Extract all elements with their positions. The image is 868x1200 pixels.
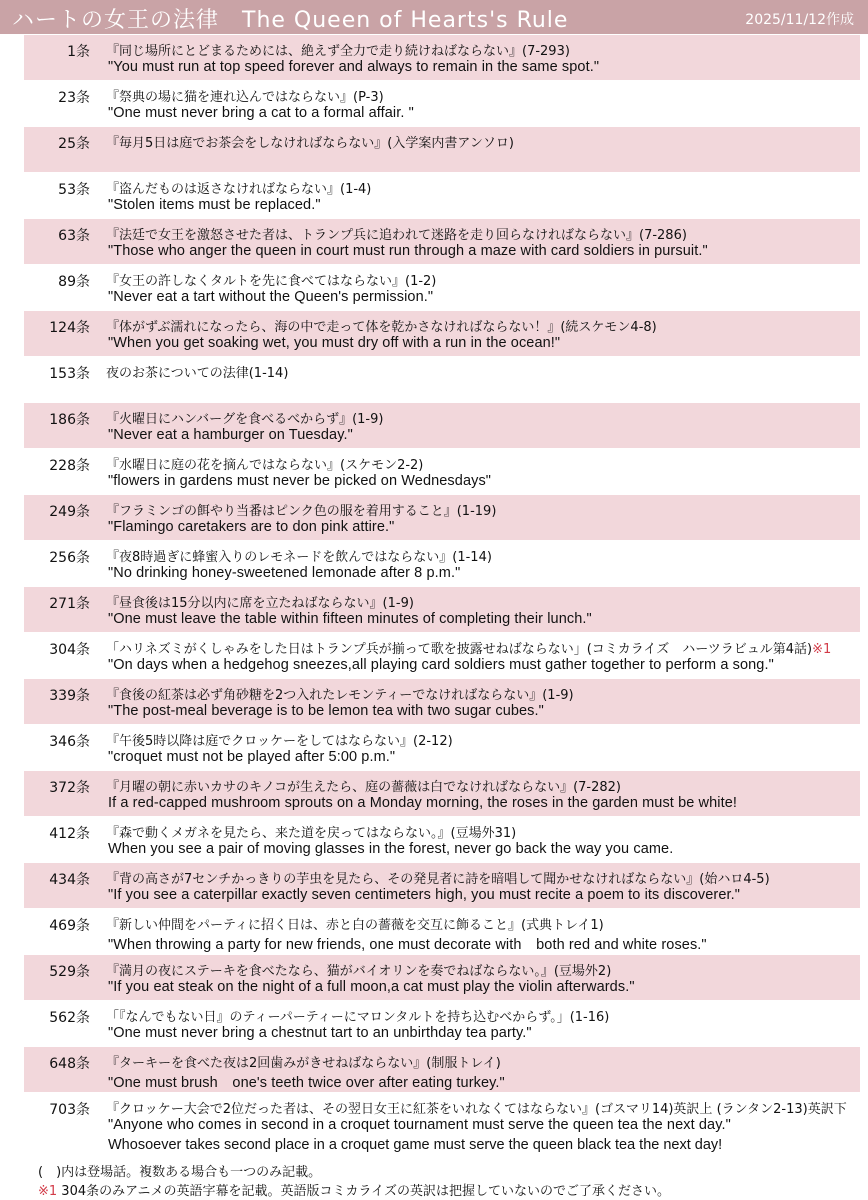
rule-japanese: 『森で動くメガネを見たら、来た道を戻ってはならない。』(豆場外31)	[106, 826, 517, 841]
rule-row	[24, 264, 860, 310]
rule-number: 304条	[49, 642, 90, 658]
rule-number: 271条	[49, 596, 90, 612]
header-bar	[0, 0, 868, 34]
rule-japanese: 『午後5時以降は庭でクロッケーをしてはならない』(2-12)	[106, 734, 453, 749]
rule-english: "croquet must not be played after 5:00 p.m."	[108, 749, 396, 765]
rule-number: 703条	[49, 1102, 90, 1118]
rule-english: "No drinking honey-sweetened lemonade after 8 p.m."	[108, 565, 461, 581]
rule-row	[24, 218, 860, 264]
rule-english: "Never eat a hamburger on Tuesday."	[108, 427, 353, 443]
rule-number: 186条	[49, 412, 90, 428]
rule-english: "Flamingo caretakers are to don pink attire."	[108, 519, 395, 535]
rule-number: 153条	[49, 366, 90, 382]
rule-number: 412条	[49, 826, 90, 842]
rule-japanese: 「『なんでもない日』のティーパーティーにマロンタルトを持ち込むべからず。」(1-16)	[106, 1010, 610, 1025]
rule-row	[24, 310, 860, 356]
rule-english: When you see a pair of moving glasses in the forest, never go back the way you came.	[108, 841, 674, 857]
footnote-marker: ※1	[38, 1184, 58, 1199]
rule-number: 89条	[58, 274, 90, 290]
rule-japanese-text: 「ハリネズミがくしゃみをした日はトランプ兵が揃って歌を披露せねばならない」(コミカライズ ハーツラビュル第4話)	[106, 642, 813, 657]
rule-japanese: 『月曜の朝に赤いカサのキノコが生えたら、庭の薔薇は白でなければならない』(7-282)	[106, 780, 622, 795]
rule-number: 63条	[58, 228, 90, 244]
rule-row	[24, 632, 860, 678]
footnote-text: 304条のみアニメの英語字幕を記載。英語版コミカライズの英訳は把握していないのでご了承ください。	[57, 1184, 670, 1199]
rule-number: 249条	[49, 504, 90, 520]
rule-english: "Those who anger the queen in court must run through a maze with card soldiers in pursuit."	[108, 243, 708, 259]
rule-number: 339条	[49, 688, 90, 704]
rule-english-alt: Whosoever takes second place in a croquet game must serve the queen black tea the next day!	[108, 1137, 723, 1153]
rule-number: 562条	[49, 1010, 90, 1026]
rule-english: "When throwing a party for new friends, one must decorate with both red and white roses."	[108, 937, 707, 953]
rule-japanese: 『夜8時過ぎに蜂蜜入りのレモネードを飲んではならない』(1-14)	[106, 550, 492, 565]
rule-english: "You must run at top speed forever and always to remain in the same spot."	[108, 59, 600, 75]
rule-row	[24, 816, 860, 862]
rule-japanese: 『フラミンゴの餌やり当番はピンク色の服を着用すること』(1-19)	[106, 504, 497, 519]
rule-number: 23条	[58, 90, 90, 106]
rule-english: "If you see a caterpillar exactly seven centimeters high, you must recite a poem to its discoverer."	[108, 887, 740, 903]
rule-number: 25条	[58, 136, 90, 152]
rule-number: 228条	[49, 458, 90, 474]
rule-row	[24, 1046, 860, 1092]
rule-japanese: 『満月の夜にステーキを食べたなら、猫がバイオリンを奏でねばならない。』(豆場外2)	[106, 964, 612, 979]
rule-row	[24, 540, 860, 586]
rule-row	[24, 770, 860, 816]
rule-row	[24, 1000, 860, 1046]
rule-japanese: 『祭典の場に猫を連れ込んではならない』(P-3)	[106, 90, 384, 105]
rule-japanese: 『体がずぶ濡れになったら、海の中で走って体を乾かさなければならない！』(続スケモン4-8)	[106, 320, 657, 335]
rule-row	[24, 908, 860, 954]
footnote-subtitles	[38, 1180, 670, 1199]
footnote-range: ( )内は登場話。複数ある場合も一つのみ記載。	[38, 1165, 322, 1180]
rule-number: 372条	[49, 780, 90, 796]
rule-japanese: 『盗んだものは返さなければならない』(1-4)	[106, 182, 372, 197]
rule-number: 648条	[49, 1056, 90, 1072]
rule-english: "flowers in gardens must never be picked on Wednesdays"	[108, 473, 492, 489]
rule-english: If a red-capped mushroom sprouts on a Monday morning, the roses in the garden must be white!	[108, 795, 738, 811]
rule-english: "One must leave the table within fifteen minutes of completing their lunch."	[108, 611, 592, 627]
rule-row	[24, 402, 860, 448]
rule-row	[24, 126, 860, 172]
rule-number: 124条	[49, 320, 90, 336]
rule-japanese: 『昼食後は15分以内に席を立たねばならない』(1-9)	[106, 596, 414, 611]
rule-japanese: 『水曜日に庭の花を摘んではならない』(スケモン2-2)	[106, 458, 424, 473]
rule-row	[24, 34, 860, 80]
rule-row	[24, 862, 860, 908]
rule-japanese: 『火曜日にハンバーグを食べるべからず』(1-9)	[106, 412, 384, 427]
rule-number: 346条	[49, 734, 90, 750]
rule-row	[24, 724, 860, 770]
rule-english: "One must brush one's teeth twice over after eating turkey."	[108, 1075, 505, 1091]
rule-japanese: 『女王の許しなくタルトを先に食べてはならない』(1-2)	[106, 274, 437, 289]
rule-row	[24, 172, 860, 218]
rule-row	[24, 586, 860, 632]
rule-english: "Anyone who comes in second in a croquet tournament must serve the queen tea the next day."	[108, 1117, 731, 1133]
rule-japanese: 『ターキーを食べた夜は2回歯みがきせねばならない』(制服トレイ)	[106, 1056, 501, 1071]
rule-row	[24, 494, 860, 540]
rule-japanese: 『同じ場所にとどまるためには、絶えず全力で走り続けねばならない』(7-293)	[106, 44, 570, 59]
rule-japanese: 『背の高さが7センチかっきりの芋虫を見たら、その発見者に詩を暗唱して聞かせなければならない』(始ハロ4-5)	[106, 872, 770, 887]
rule-number: 53条	[58, 182, 90, 198]
rule-row	[24, 356, 860, 402]
rule-english: "Never eat a tart without the Queen's permission."	[108, 289, 434, 305]
rule-row	[24, 448, 860, 494]
rule-row	[24, 954, 860, 1000]
rule-english: "One must never bring a chestnut tart to an unbirthday tea party."	[108, 1025, 532, 1041]
rule-japanese: 『新しい仲間をパーティに招く日は、赤と白の薔薇を交互に飾ること』(式典トレイ1)	[106, 918, 604, 933]
page-title: ハートの女王の法律 The Queen of Hearts's Rule	[12, 8, 569, 33]
rule-japanese: 『法廷で女王を激怒させた者は、トランプ兵に追われて迷路を走り回らなければならない』(7-286)	[106, 228, 687, 243]
rule-number: 1条	[67, 44, 90, 60]
rule-row	[24, 80, 860, 126]
footnote-marker: ※1	[812, 642, 832, 657]
rule-number: 529条	[49, 964, 90, 980]
rule-english: "One must never bring a cat to a formal affair. "	[108, 105, 414, 121]
rule-english: "Stolen items must be replaced."	[108, 197, 321, 213]
rule-english: "On days when a hedgehog sneezes,all playing card soldiers must gather together to perform a song."	[108, 657, 774, 673]
rule-japanese: 夜のお茶についての法律(1-14)	[106, 366, 289, 381]
rule-row	[24, 1092, 860, 1159]
rule-japanese	[106, 638, 831, 657]
rule-japanese: 『クロッケー大会で2位だった者は、その翌日女王に紅茶をいれなくてはならない』(ゴスマリ14)英訳上 (ランタン2-13)英訳下	[106, 1102, 847, 1117]
rule-row	[24, 678, 860, 724]
rules-list	[0, 34, 868, 1159]
rule-number: 256条	[49, 550, 90, 566]
rule-number: 434条	[49, 872, 90, 888]
rule-japanese: 『食後の紅茶は必ず角砂糖を2つ入れたレモンティーでなければならない』(1-9)	[106, 688, 574, 703]
rule-japanese: 『毎月5日は庭でお茶会をしなければならない』(入学案内書アンソロ)	[106, 136, 514, 151]
rule-number: 469条	[49, 918, 90, 934]
creation-date: 2025/11/12作成	[745, 12, 854, 28]
rule-english: "The post-meal beverage is to be lemon tea with two sugar cubes."	[108, 703, 544, 719]
rule-english: "When you get soaking wet, you must dry off with a run in the ocean!"	[108, 335, 561, 351]
rule-english: "If you eat steak on the night of a full moon,a cat must play the violin afterwards."	[108, 979, 635, 995]
